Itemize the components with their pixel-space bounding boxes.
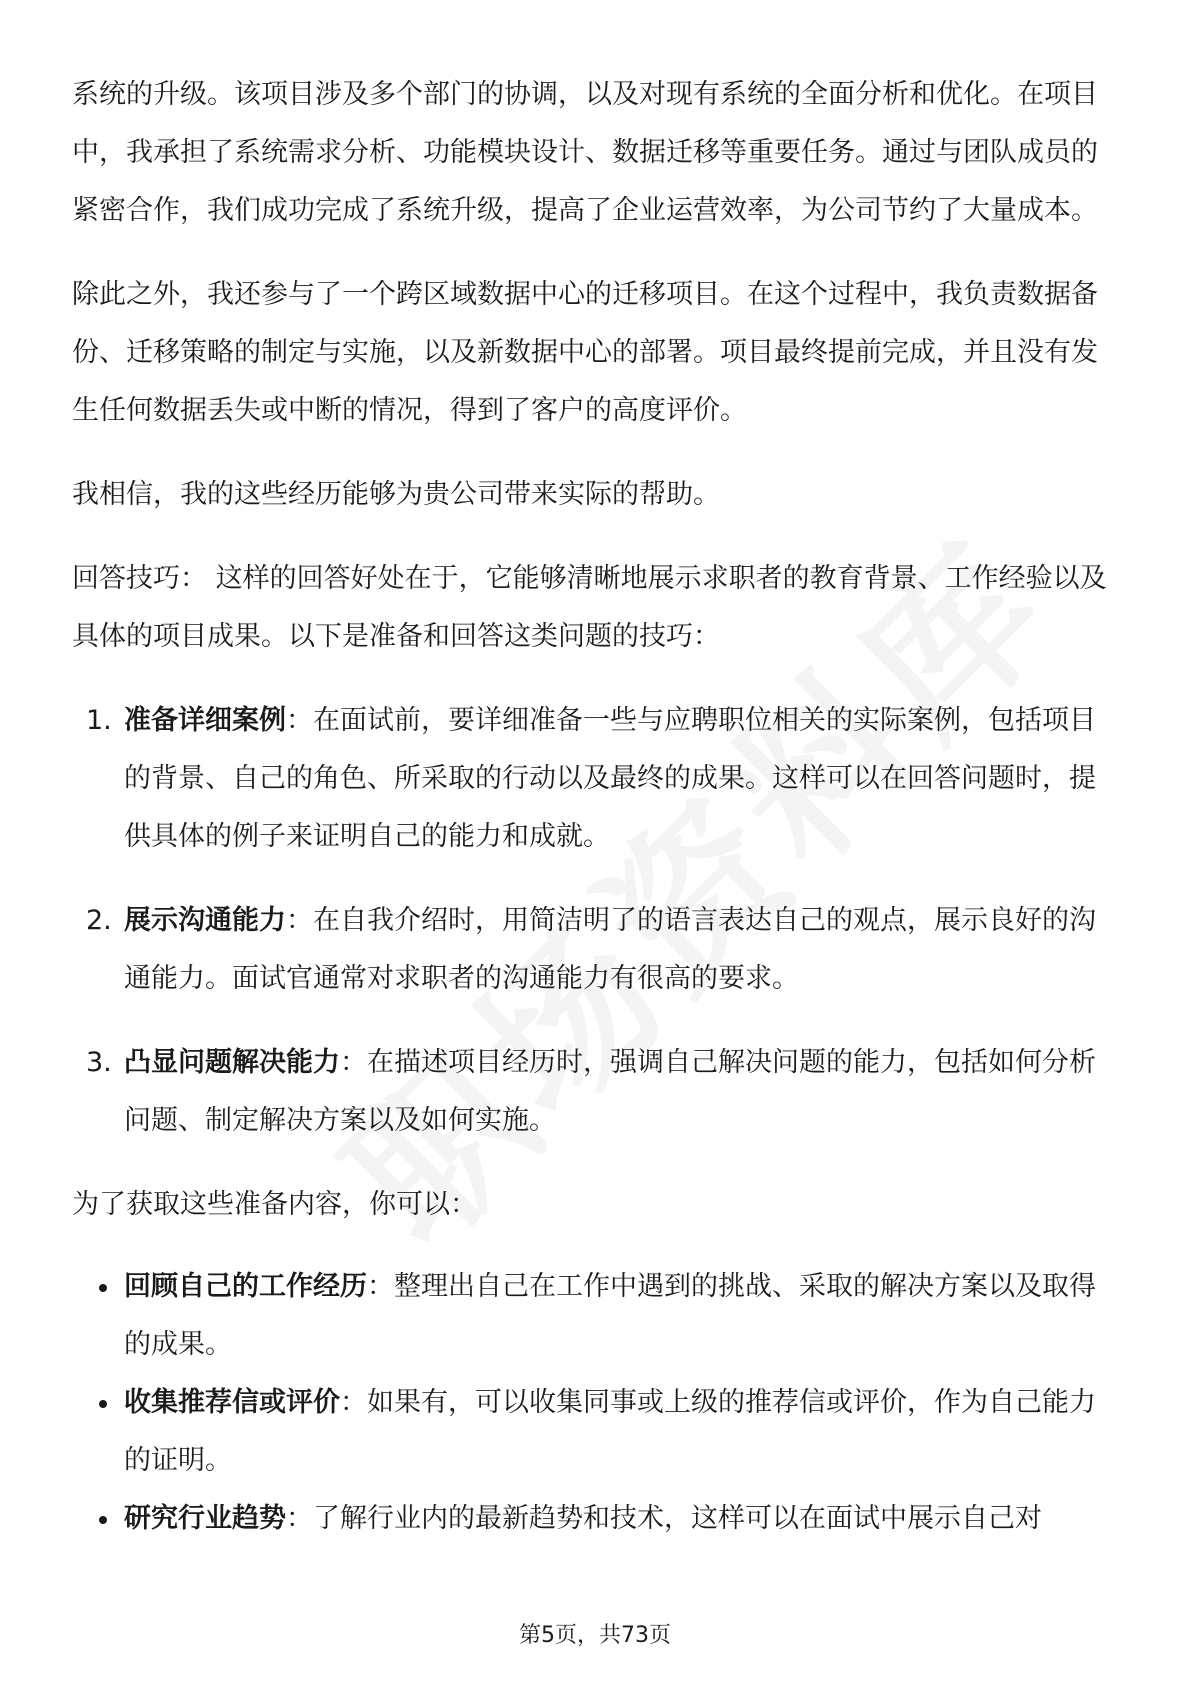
tip-title: 凸显问题解决能力 [124, 1047, 340, 1078]
tip-item [72, 692, 1122, 866]
bullet-icon [99, 1400, 107, 1408]
prep-item [72, 1258, 1122, 1374]
prep-list [72, 1258, 1122, 1548]
document-body [72, 66, 1122, 1548]
bullet-icon [99, 1284, 107, 1292]
list-number: 2. [86, 905, 112, 936]
prep-text: ：了解行业内的最新趋势和技术，这样可以在面试中展示自己对 [286, 1503, 1042, 1534]
list-number: 1. [86, 705, 112, 736]
prep-title: 回顾自己的工作经历 [124, 1271, 367, 1302]
tip-title: 展示沟通能力 [124, 905, 286, 936]
tip-text: ：在面试前，要详细准备一些与应聘职位相关的实际案例，包括项目的背景、自己的角色、所采取的行动以及最终的成果。这样可以在回答问题时，提供具体的例子来证明自己的能力和成就。 [124, 705, 1096, 852]
prep-text: ：如果有，可以收集同事或上级的推荐信或评价，作为自己能力的证明。 [124, 1387, 1096, 1476]
bullet-icon [99, 1516, 107, 1524]
tip-item [72, 892, 1122, 1008]
tips-list [72, 692, 1122, 1150]
list-number: 3. [86, 1047, 112, 1078]
prep-item [72, 1374, 1122, 1490]
paragraph: 我相信，我的这些经历能够为贵公司带来实际的帮助。 [72, 479, 720, 510]
answer-tips-intro: 回答技巧： 这样的回答好处在于，它能够清晰地展示求职者的教育背景、工作经验以及具体的项目成果。以下是准备和回答这类问题的技巧： [72, 563, 1107, 652]
prep-title: 收集推荐信或评价 [124, 1387, 340, 1418]
page-footer: 第5页，共73页 [519, 1623, 671, 1648]
tip-item [72, 1034, 1122, 1150]
tip-title: 准备详细案例 [124, 705, 286, 736]
prep-text: ：整理出自己在工作中遇到的挑战、采取的解决方案以及取得的成果。 [124, 1271, 1096, 1360]
prep-item [72, 1490, 1122, 1548]
paragraph: 除此之外，我还参与了一个跨区域数据中心的迁移项目。在这个过程中，我负责数据备份、迁移策略的制定与实施，以及新数据中心的部署。项目最终提前完成，并且没有发生任何数据丢失或中断的情况，得到了客户的高度评价。 [72, 279, 1098, 426]
prep-intro: 为了获取这些准备内容，你可以： [72, 1189, 477, 1220]
paragraph: 系统的升级。该项目涉及多个部门的协调，以及对现有系统的全面分析和优化。在项目中，我承担了系统需求分析、功能模块设计、数据迁移等重要任务。通过与团队成员的紧密合作，我们成功完成了系统升级，提高了企业运营效率，为公司节约了大量成本。 [72, 79, 1098, 226]
tip-text: ：在描述项目经历时，强调自己解决问题的能力，包括如何分析问题、制定解决方案以及如何实施。 [124, 1047, 1096, 1136]
tip-text: ：在自我介绍时，用简洁明了的语言表达自己的观点，展示良好的沟通能力。面试官通常对求职者的沟通能力有很高的要求。 [124, 905, 1096, 994]
prep-title: 研究行业趋势 [124, 1503, 286, 1534]
